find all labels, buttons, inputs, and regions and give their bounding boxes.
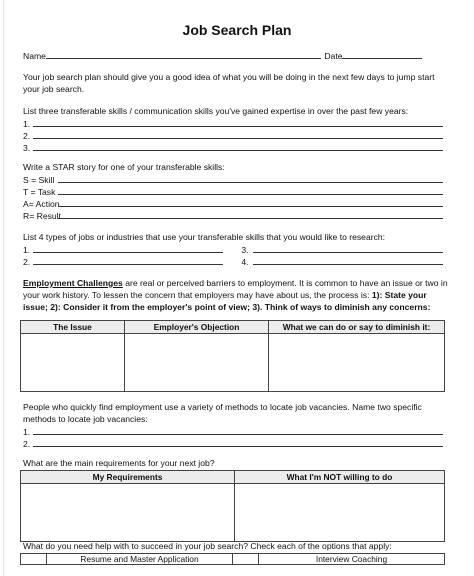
star-item-s: S = Skill	[23, 174, 444, 185]
star-item-r: R= Result	[23, 210, 444, 221]
star-field-t[interactable]	[58, 186, 443, 195]
methods-field-2[interactable]	[33, 438, 443, 447]
skills-item-2: 2.	[23, 130, 444, 141]
skills-item-1: 1.	[23, 118, 444, 129]
col-my-requirements: My Requirements	[21, 471, 235, 484]
methods-item-1: 1.	[23, 426, 444, 437]
jobs-row-1: 1. 3.	[23, 244, 444, 255]
skills-item-3: 3.	[23, 142, 444, 153]
methods-prompt-1: People who quickly find employment use a variety of methods to locate job vacancies. Name two specific	[23, 402, 422, 412]
skills-field-3[interactable]	[33, 142, 443, 151]
challenges-line-1: Employment Challenges are real or perceived barriers to employment. It is common to have an issue or two in	[23, 278, 448, 288]
page-title: Job Search Plan	[182, 22, 292, 38]
skills-field-2[interactable]	[33, 130, 443, 139]
date-field[interactable]	[342, 50, 422, 59]
option-interview: Interview Coaching	[259, 554, 445, 565]
jobs-prompt: List 4 types of jobs or industries that use your transferable skills that you would like to research:	[23, 232, 386, 242]
diminish-cell[interactable]	[269, 334, 445, 392]
requirements-prompt: What are the main requirements for your next job?	[23, 458, 215, 468]
star-prompt: Write a STAR story for one of your transferable skills:	[23, 162, 225, 172]
page-edge	[3, 0, 4, 576]
skills-field-1[interactable]	[33, 118, 443, 127]
challenges-table	[20, 320, 445, 392]
date-label: Date	[324, 51, 343, 61]
star-field-r[interactable]	[58, 210, 443, 219]
table-row	[21, 484, 445, 542]
challenges-line-2: your work history. To lessen the concern that employers may have about us, the process is: 1): State your	[23, 290, 427, 300]
help-options-row	[21, 554, 445, 565]
resume-checkbox[interactable]	[21, 554, 47, 565]
col-diminish: What we can do or say to diminish it:	[269, 321, 445, 334]
col-the-issue: The Issue	[21, 321, 125, 334]
jobs-field-1[interactable]	[33, 244, 223, 253]
methods-prompt-2: methods to locate job vacancies:	[23, 414, 148, 424]
requirements-cell[interactable]	[21, 484, 235, 542]
name-label: Name	[23, 51, 46, 61]
skills-prompt: List three transferable skills / communication skills you've gained expertise in over the past few years:	[23, 106, 409, 116]
star-field-a[interactable]	[58, 198, 443, 207]
col-not-willing: What I'm NOT willing to do	[235, 471, 445, 484]
intro-line-1: Your job search plan should give you a good idea of what you will be doing in the next few days to jump start	[23, 72, 435, 82]
requirements-table	[20, 470, 445, 542]
challenges-heading: Employment Challenges	[23, 278, 123, 288]
name-date-row	[23, 50, 444, 61]
methods-item-2: 2.	[23, 438, 444, 449]
name-field[interactable]	[46, 50, 321, 59]
intro-line-2: your job search.	[23, 84, 85, 94]
star-item-a: A= Action	[23, 198, 444, 209]
jobs-field-4[interactable]	[253, 256, 443, 265]
jobs-field-2[interactable]	[33, 256, 223, 265]
challenges-line-3: issue; 2): Consider it from the employer's point of view; 3). Think of ways to diminish any concerns:	[23, 302, 431, 312]
table-row	[21, 334, 445, 392]
jobs-row-2: 2. 4.	[23, 256, 444, 267]
star-item-t: T = Task	[23, 186, 444, 197]
option-resume: Resume and Master Application	[47, 554, 233, 565]
star-field-s[interactable]	[58, 174, 443, 183]
not-willing-cell[interactable]	[235, 484, 445, 542]
help-prompt: What do you need help with to succeed in your job search? Check each of the options that apply:	[23, 541, 392, 551]
challenges-header-row	[21, 321, 445, 334]
objection-cell[interactable]	[125, 334, 269, 392]
col-employer-objection: Employer's Objection	[125, 321, 269, 334]
interview-checkbox[interactable]	[233, 554, 259, 565]
help-options-table	[20, 553, 445, 565]
methods-field-1[interactable]	[33, 426, 443, 435]
requirements-header-row	[21, 471, 445, 484]
issue-cell[interactable]	[21, 334, 125, 392]
jobs-field-3[interactable]	[253, 244, 443, 253]
